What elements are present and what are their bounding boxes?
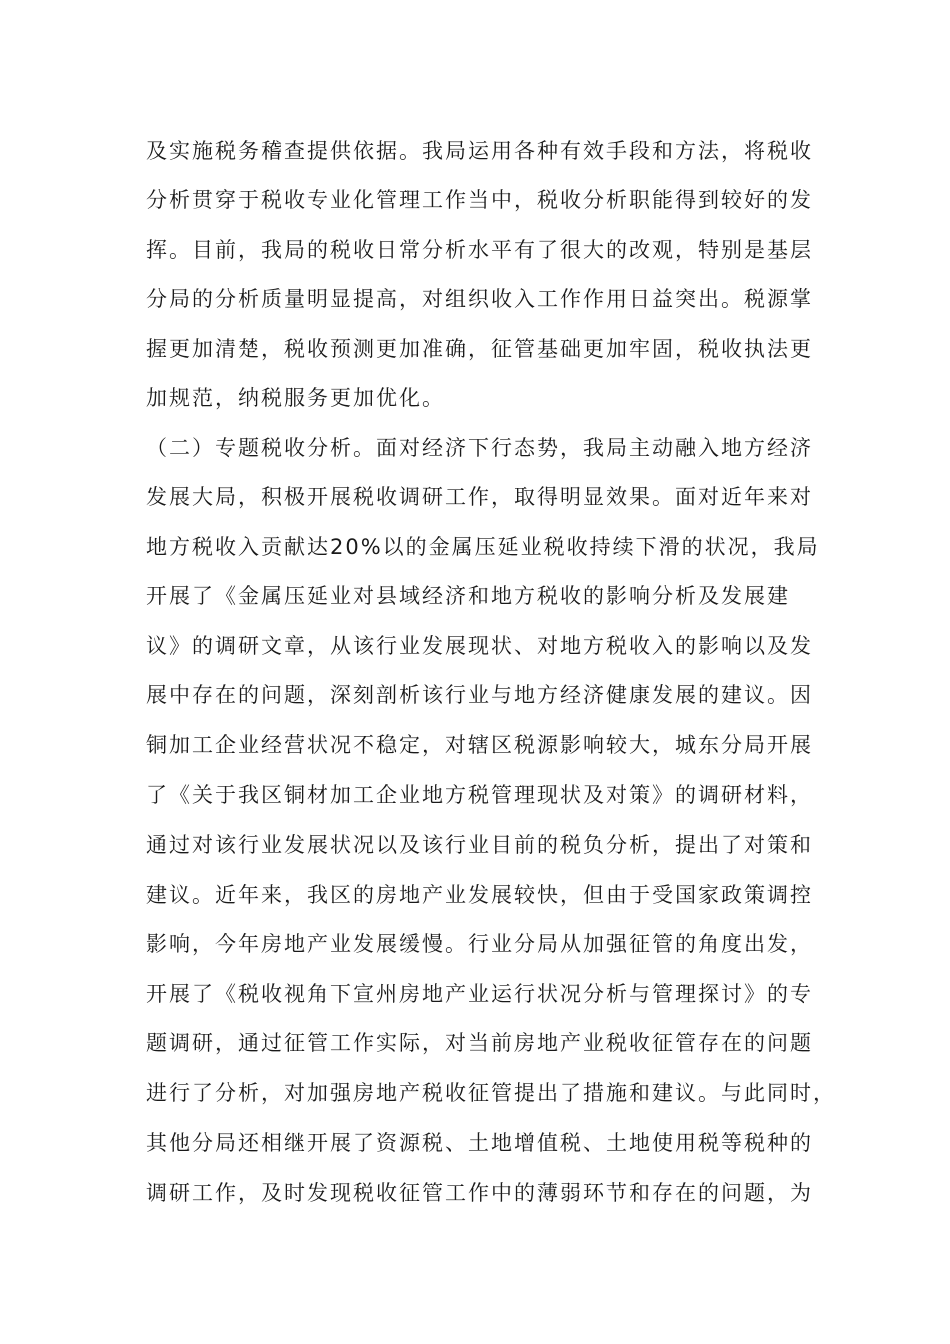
text-line: 铜加工企业经营状况不稳定，对辖区税源影响较大，城东分局开展: [146, 733, 813, 757]
text-line: 议》的调研文章，从该行业发展现状、对地方税收入的影响以及发: [146, 634, 813, 658]
text-line: 调研工作，及时发现税收征管工作中的薄弱环节和存在的问题，为: [146, 1181, 813, 1205]
text-line: 分局的分析质量明显提高，对组织收入工作作用日益突出。税源掌: [146, 287, 813, 311]
text-line: 加规范，纳税服务更加优化。: [146, 386, 445, 410]
text-line: 题调研，通过征管工作实际，对当前房地产业税收征管存在的问题: [146, 1031, 813, 1055]
text-line: 影响，今年房地产业发展缓慢。行业分局从加强征管的角度出发，: [146, 932, 813, 956]
text-line: 及实施税务稽查提供依据。我局运用各种有效手段和方法，将税收: [146, 139, 813, 163]
section-heading-line: （二）专题税收分析。面对经济下行态势，我局主动融入地方经济: [146, 436, 813, 460]
text-line: 分析贯穿于税收专业化管理工作当中，税收分析职能得到较好的发: [146, 188, 813, 212]
text-line: 进行了分析，对加强房地产税收征管提出了措施和建议。与此同时，: [146, 1081, 836, 1105]
text-line: 开展了《税收视角下宣州房地产业运行状况分析与管理探讨》的专: [146, 982, 813, 1006]
text-line: 握更加清楚，税收预测更加准确，征管基础更加牢固，税收执法更: [146, 337, 813, 361]
text-line: 通过对该行业发展状况以及该行业目前的税负分析，提出了对策和: [146, 833, 813, 857]
text-line: 发展大局，积极开展税收调研工作，取得明显效果。面对近年来对: [146, 485, 813, 509]
text-line: 开展了《金属压延业对县域经济和地方税收的影响分析及发展建: [146, 584, 790, 608]
text-line: 挥。目前，我局的税收日常分析水平有了很大的改观，特别是基层: [146, 238, 813, 262]
text-line: 展中存在的问题，深刻剖析该行业与地方经济健康发展的建议。因: [146, 683, 813, 707]
text-line: 建议。近年来，我区的房地产业发展较快，但由于受国家政策调控: [146, 883, 813, 907]
text-line: 了《关于我区铜材加工企业地方税管理现状及对策》的调研材料，: [146, 783, 813, 807]
text-line: 其他分局还相继开展了资源税、土地增值税、土地使用税等税种的: [146, 1131, 813, 1155]
text-line: 地方税收入贡献达20%以的金属压延业税收持续下滑的状况，我局: [146, 535, 820, 559]
